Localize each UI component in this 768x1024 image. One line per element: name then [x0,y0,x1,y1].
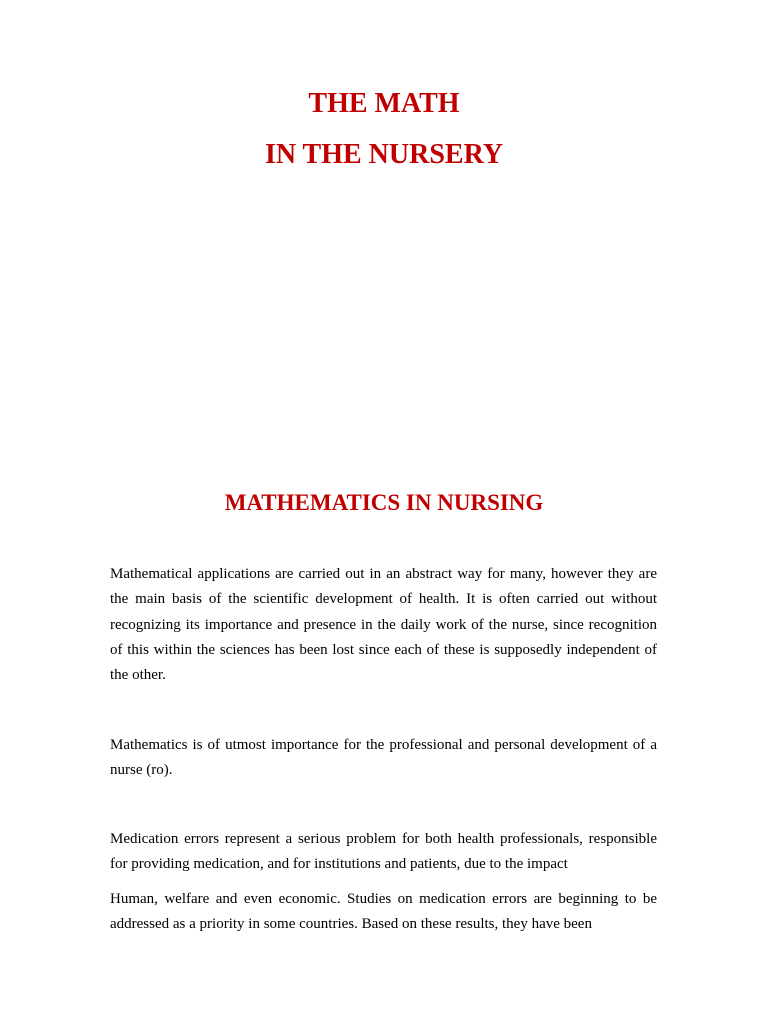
body-paragraph-2: Mathematics is of utmost importance for the professional and personal development of a nurse (ro). [110,737,657,779]
document-title-line-2: IN THE NURSERY [264,139,504,170]
body-paragraph-4: Human, welfare and even economic. Studies on medication errors are beginning to be addressed as a priority in some countries. Based on these results, they have been [110,891,657,933]
document-title-line-1: THE MATH [308,88,460,119]
body-paragraph-1: Mathematical applications are carried out in an abstract way for many, however they are the main basis of the scientific development of health. It is often carried out without recognizing its importance and presence in the daily work of the nurse, since recognition of this within the sciences has been lost since each of these is supposedly independent of the other. [110,566,657,684]
body-paragraph-3: Medication errors represent a serious problem for both health professionals, responsible for providing medication, and for institutions and patients, due to the impact [110,831,657,873]
section-heading: MATHEMATICS IN NURSING [224,490,544,515]
